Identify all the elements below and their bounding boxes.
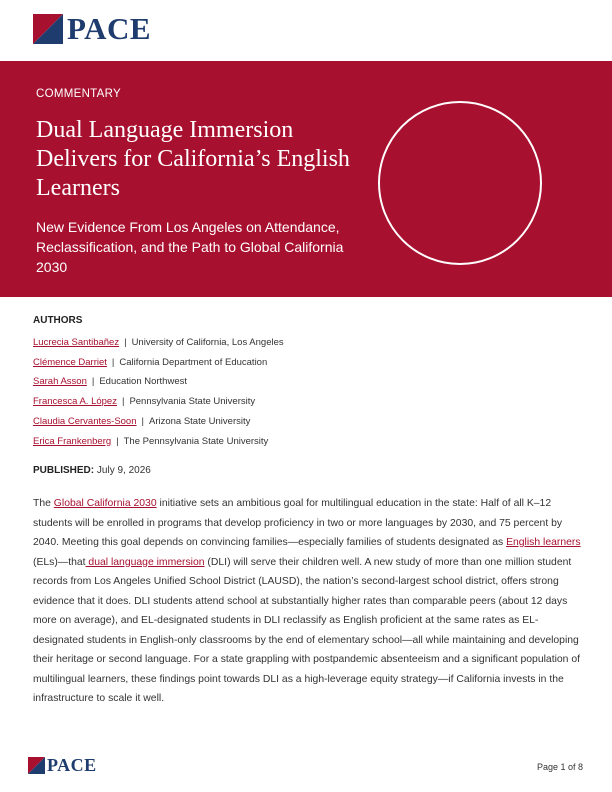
article-kicker: COMMENTARY: [36, 88, 121, 100]
author-affiliation: The Pennsylvania State University: [123, 435, 269, 447]
pace-logo-footer: [28, 756, 97, 774]
english-learners-link[interactable]: English learners: [506, 537, 581, 548]
body-text-segment: (DLI) will serve their children well. A new study of more than one million student records from Los Angeles Unified School District (LAUSD), the nation’s second-largest school district, offers strong evidence that it does. DLI students attend school at substantially higher rates than comparable peers (about 12 days more on average), and EL-designated students in DLI reclassify as English proficient at the same rates as EL-designated students in English-only classrooms by the end of elementary school—all while maintaining and developing their heritage or second language. For a state grappling with postpandemic absenteeism and a significant population of multilingual learners, these findings point towards DLI as a high-leverage equity strategy—if California invests in the infrastructure to scale it well.: [33, 556, 581, 704]
decorative-circle: [378, 101, 542, 265]
author-link[interactable]: Sarah Asson: [33, 376, 87, 388]
author-item: [33, 333, 284, 353]
author-item: [33, 372, 284, 392]
body-text-segment: initiative sets an ambitious goal for multilingual education in the state: Half of all K–12 students will be enrolled in programs that develop proficiency in two or more languages by 2030, and 75 percent by 2040. Meeting this goal depends on convincing families—especially families of students designated as: [33, 498, 563, 548]
dual-language-immersion-link[interactable]: dual language immersion: [85, 556, 205, 568]
author-link[interactable]: Claudia Cervantes-Soon: [33, 415, 137, 427]
global-california-link[interactable]: Global California 2030: [53, 498, 157, 509]
author-item: [33, 353, 284, 373]
pace-logo-header: [33, 13, 151, 44]
author-affiliation: California Department of Education: [119, 356, 268, 368]
body-paragraph: [33, 494, 583, 709]
pace-logo-text: PACE: [67, 11, 152, 46]
page-number: Page 1 of 8: [537, 762, 584, 772]
body-text-segment: The: [33, 498, 54, 509]
title-banner: [0, 61, 612, 297]
author-item: [33, 392, 284, 412]
author-item: [33, 432, 284, 452]
author-affiliation: Arizona State University: [148, 415, 251, 427]
author-separator: |: [124, 337, 127, 348]
author-affiliation: Pennsylvania State University: [129, 396, 256, 408]
pace-logo-text: PACE: [47, 755, 97, 775]
published-date: July 9, 2026: [96, 465, 151, 476]
author-link[interactable]: Erica Frankenberg: [33, 435, 112, 447]
authors-heading: AUTHORS: [33, 315, 83, 326]
author-affiliation: Education Northwest: [99, 376, 188, 388]
page-title: Dual Language Immersion Delivers for California’s English Learners: [36, 117, 350, 201]
author-separator: |: [121, 396, 125, 408]
pace-logo-icon: [28, 757, 45, 774]
author-separator: |: [141, 415, 144, 427]
author-separator: |: [91, 376, 95, 388]
published-line: [33, 465, 151, 476]
author-item: [33, 412, 284, 432]
page-subtitle: New Evidence From Los Angeles on Attendance, Reclassification, and the Path to Global California 2030: [36, 219, 344, 275]
published-label: PUBLISHED:: [33, 465, 95, 476]
author-separator: |: [111, 356, 115, 368]
author-separator: |: [116, 435, 119, 447]
body-text-segment: (ELs)—that: [33, 556, 86, 568]
author-link[interactable]: Francesca A. López: [33, 396, 117, 408]
pace-logo-icon: [33, 14, 63, 44]
author-link[interactable]: Clémence Darriet: [33, 356, 107, 368]
author-link[interactable]: Lucrecia Santibañez: [33, 337, 120, 348]
author-affiliation: University of California, Los Angeles: [131, 337, 284, 348]
authors-list: [33, 333, 284, 451]
